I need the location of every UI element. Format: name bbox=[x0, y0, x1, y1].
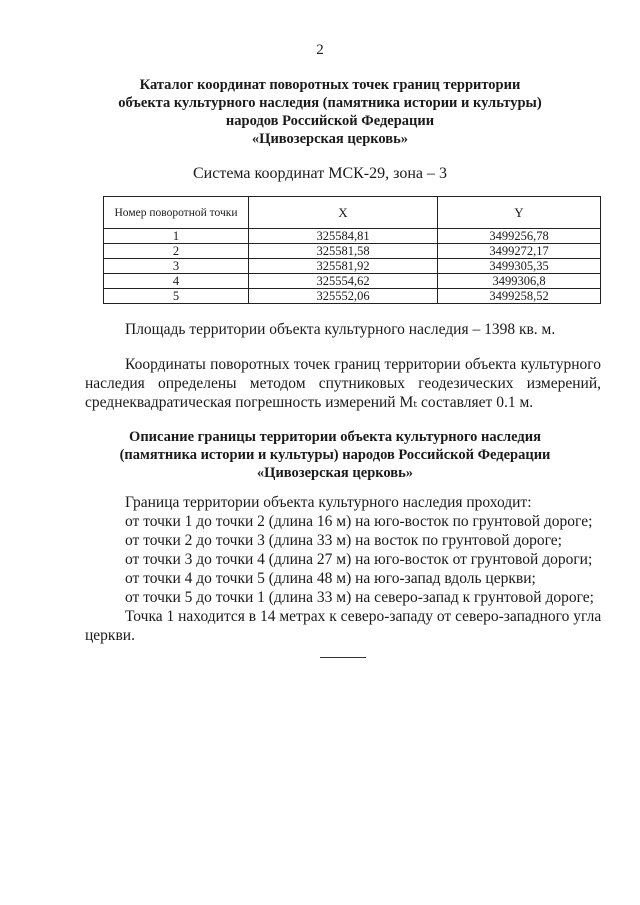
y-cell: 3499258,52 bbox=[438, 289, 601, 304]
catalog-title bbox=[90, 76, 570, 148]
x-cell: 325552,06 bbox=[249, 289, 438, 304]
table-header-row bbox=[104, 197, 601, 229]
boundary-segment: от точки 4 до точки 5 (длина 48 м) на юго-запад вдоль церкви; bbox=[125, 570, 536, 587]
header-x: X bbox=[249, 197, 438, 229]
area-statement: Площадь территории объекта культурного наследия – 1398 кв. м. bbox=[125, 321, 556, 338]
point-number-cell: 5 bbox=[104, 289, 249, 304]
page-number: 2 bbox=[316, 42, 324, 58]
catalog-title-line: объекта культурного наследия (памятника истории и культуры) bbox=[118, 95, 542, 111]
boundary-segment: от точки 1 до точки 2 (длина 16 м) на юго-восток по грунтовой дороге; bbox=[125, 513, 593, 530]
catalog-title-line: Каталог координат поворотных точек границ территории bbox=[139, 77, 521, 93]
x-cell: 325581,92 bbox=[249, 259, 438, 274]
y-cell: 3499256,78 bbox=[438, 229, 601, 244]
boundary-segment: от точки 3 до точки 4 (длина 27 м) на юго-восток от грунтовой дороги; bbox=[125, 551, 593, 568]
method-line: среднеквадратическая погрешность измерений Mₜ составляет 0.1 м. bbox=[85, 394, 534, 411]
boundary-description bbox=[85, 493, 605, 645]
method-paragraph bbox=[85, 355, 601, 412]
boundary-intro: Граница территории объекта культурного наследия проходит: bbox=[125, 494, 532, 511]
x-cell: 325581,58 bbox=[249, 244, 438, 259]
boundary-segment: от точки 5 до точки 1 (длина 33 м) на северо-запад к грунтовой дороге; bbox=[125, 589, 594, 606]
catalog-title-line: «Цивозерская церковь» bbox=[251, 131, 409, 147]
closing-line: Точка 1 находится в 14 метрах к северо-западу от северо-западного угла bbox=[125, 608, 602, 625]
point-number-cell: 1 bbox=[104, 229, 249, 244]
method-line: Координаты поворотных точек границ территории объекта культурного bbox=[125, 356, 601, 373]
description-title-line: Описание границы территории объекта культурного наследия bbox=[129, 429, 541, 445]
table-row bbox=[104, 289, 601, 304]
table-row bbox=[104, 259, 601, 274]
point-number-cell: 3 bbox=[104, 259, 249, 274]
description-title-line: «Цивозерская церковь» bbox=[256, 465, 414, 481]
y-cell: 3499305,35 bbox=[438, 259, 601, 274]
table-row bbox=[104, 244, 601, 259]
catalog-title-line: народов Российской Федерации bbox=[225, 113, 435, 129]
boundary-segment: от точки 2 до точки 3 (длина 33 м) на восток по грунтовой дороге; bbox=[125, 532, 562, 549]
method-line: наследия определены методом спутниковых геодезических измерений, bbox=[85, 375, 601, 392]
closing-line: церкви. bbox=[85, 627, 135, 644]
coordinates-table bbox=[103, 196, 601, 304]
point-number-cell: 2 bbox=[104, 244, 249, 259]
point-number-cell: 4 bbox=[104, 274, 249, 289]
table-row bbox=[104, 274, 601, 289]
x-cell: 325554,62 bbox=[249, 274, 438, 289]
y-cell: 3499306,8 bbox=[438, 274, 601, 289]
description-title bbox=[90, 428, 580, 482]
y-cell: 3499272,17 bbox=[438, 244, 601, 259]
coordinate-system-label: Система координат МСК-29, зона – 3 bbox=[192, 165, 448, 182]
x-cell: 325584,81 bbox=[249, 229, 438, 244]
end-rule bbox=[320, 657, 366, 658]
table-row bbox=[104, 229, 601, 244]
description-title-line: (памятника истории и культуры) народов Российской Федерации bbox=[119, 447, 551, 463]
header-point-number: Номер поворотной точки bbox=[104, 197, 249, 229]
header-y: Y bbox=[438, 197, 601, 229]
